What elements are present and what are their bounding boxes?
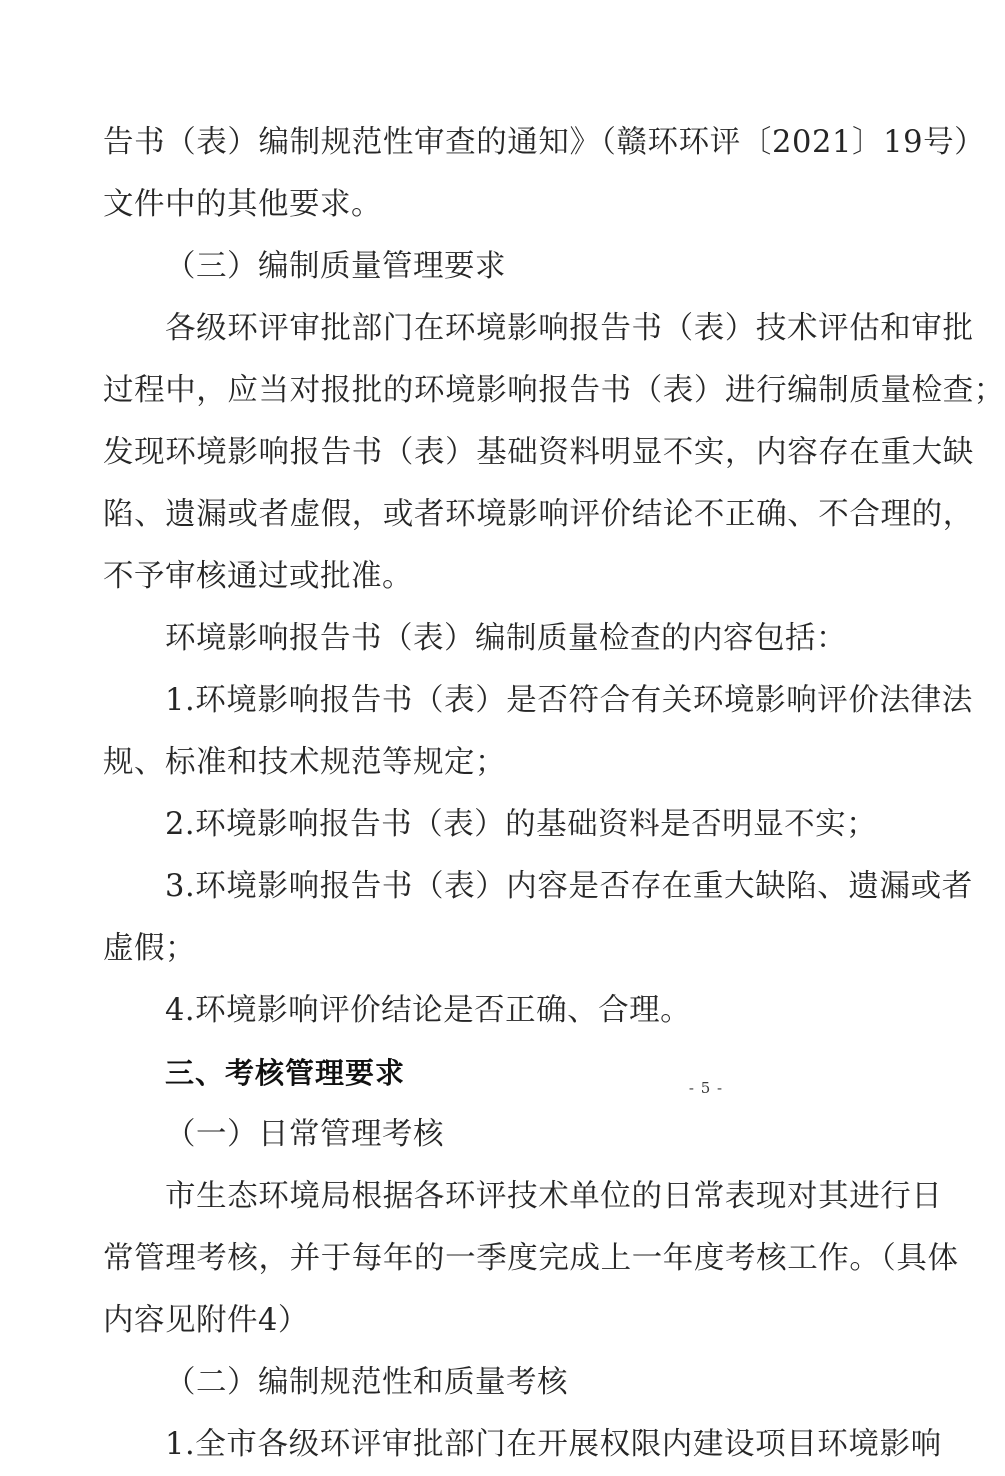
text-line: 告书（表）编制规范性审查的通知》（赣环环评〔2021〕19号） [103,125,986,160]
text-line: 规、标准和技术规范等规定； [103,745,506,780]
text-line: 1.全市各级环评审批部门在开展权限内建设项目环境影响 [165,1427,942,1462]
text-line: 常管理考核，并于每年的一季度完成上一年度考核工作。（具体 [103,1241,959,1276]
text-line: 3.环境影响报告书（表）内容是否存在重大缺陷、遗漏或者 [165,869,973,904]
text-line: 各级环评审批部门在环境影响报告书（表）技术评估和审批 [165,311,974,346]
text-line: 过程中，应当对报批的环境影响报告书（表）进行编制质量检查； [103,373,1005,408]
text-line: 环境影响报告书（表）编制质量检查的内容包括： [165,621,847,656]
page-number [0,1079,826,1097]
text-line: 虚假； [103,931,196,966]
page-number-label: - 5 - [688,1079,724,1097]
text-line: 文件中的其他要求。 [103,187,382,222]
text-line: 不予审核通过或批准。 [103,559,413,594]
text-line: 4.环境影响评价结论是否正确、合理。 [165,993,692,1028]
text-line: 市生态环境局根据各环评技术单位的日常表现对其进行日 [165,1179,943,1214]
sub-heading: （三）编制质量管理要求 [165,249,506,284]
text-line: 2.环境影响报告书（表）的基础资料是否明显不实； [165,807,878,842]
text-line: 内容见附件4） [103,1303,309,1338]
sub-heading: （一）日常管理考核 [165,1117,444,1152]
section-heading: 三、考核管理要求 [165,1056,406,1090]
text-line: 发现环境影响报告书（表）基础资料明显不实，内容存在重大缺 [103,435,974,470]
document-text-body [103,112,1005,1476]
text-line: 陷、遗漏或者虚假，或者环境影响评价结论不正确、不合理的， [103,497,974,532]
text-line: 1.环境影响报告书（表）是否符合有关环境影响评价法律法 [165,683,973,718]
sub-heading: （二）编制规范性和质量考核 [165,1365,568,1400]
